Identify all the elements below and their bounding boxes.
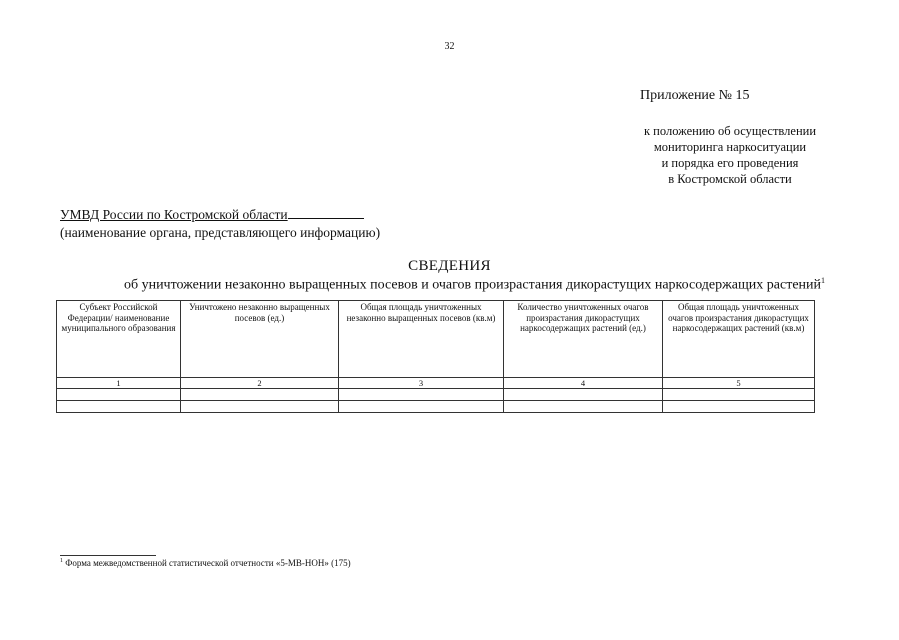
column-number: 1 [57, 378, 181, 389]
table-cell [181, 401, 339, 413]
organization-caption: (наименование органа, представляющего информацию) [60, 225, 381, 240]
column-header-wild-foci-count: Количество уничтоженных очагов произрастания дикорастущих наркосодержащих растений (ед.) [504, 301, 663, 378]
table-cell [663, 401, 815, 413]
footnote-mark: 1 [821, 276, 826, 285]
appendix-subtitle [580, 123, 880, 187]
document-subtitle [0, 276, 899, 294]
table-row [57, 401, 815, 413]
appendix-subtitle-line: в Костромской области [668, 172, 792, 186]
organization-fill-line [288, 207, 364, 219]
column-number: 4 [504, 378, 663, 389]
appendix-subtitle-line: и порядка его проведения [661, 156, 799, 170]
footnote-separator [60, 555, 156, 556]
column-number: 2 [181, 378, 339, 389]
table-cell [57, 401, 181, 413]
column-header-subject: Субъект Российской Федерации/ наименование муниципального образования [57, 301, 181, 378]
organization-name: УМВД России по Костромской области [60, 207, 288, 222]
column-header-wild-foci-area: Общая площадь уничтоженных очагов произрастания дикорастущих наркосодержащих растений (кв.м) [663, 301, 815, 378]
page-number: 32 [444, 41, 455, 52]
appendix-subtitle-line: к положению об осуществлении [643, 124, 817, 138]
column-header-crops-area: Общая площадь уничтоженных незаконно выращенных посевов (кв.м) [339, 301, 504, 378]
table-cell [57, 389, 181, 401]
column-number-row [57, 378, 815, 389]
table-cell [504, 389, 663, 401]
table-header-row [57, 301, 815, 378]
table-cell [181, 389, 339, 401]
table-cell [339, 401, 504, 413]
footnote [60, 558, 351, 568]
appendix-subtitle-line: мониторинга наркоситуации [653, 140, 807, 154]
table-cell [663, 389, 815, 401]
footnote-text: Форма межведомственной статистической отчетности «5-МВ-НОН» (175) [65, 558, 351, 568]
column-header-destroyed-crops: Уничтожено незаконно выращенных посевов (ед.) [181, 301, 339, 378]
organization-line [60, 207, 364, 223]
table-cell [339, 389, 504, 401]
table-row [57, 389, 815, 401]
document-subtitle-text: об уничтожении незаконно выращенных посевов и очагов произрастания дикорастущих наркосодержащих растений [123, 277, 822, 293]
appendix-title: Приложение № 15 [640, 88, 750, 103]
footnote-mark: 1 [60, 558, 63, 564]
document-title: СВЕДЕНИЯ [408, 258, 491, 274]
table-cell [504, 401, 663, 413]
report-table [56, 300, 815, 413]
column-number: 3 [339, 378, 504, 389]
column-number: 5 [663, 378, 815, 389]
